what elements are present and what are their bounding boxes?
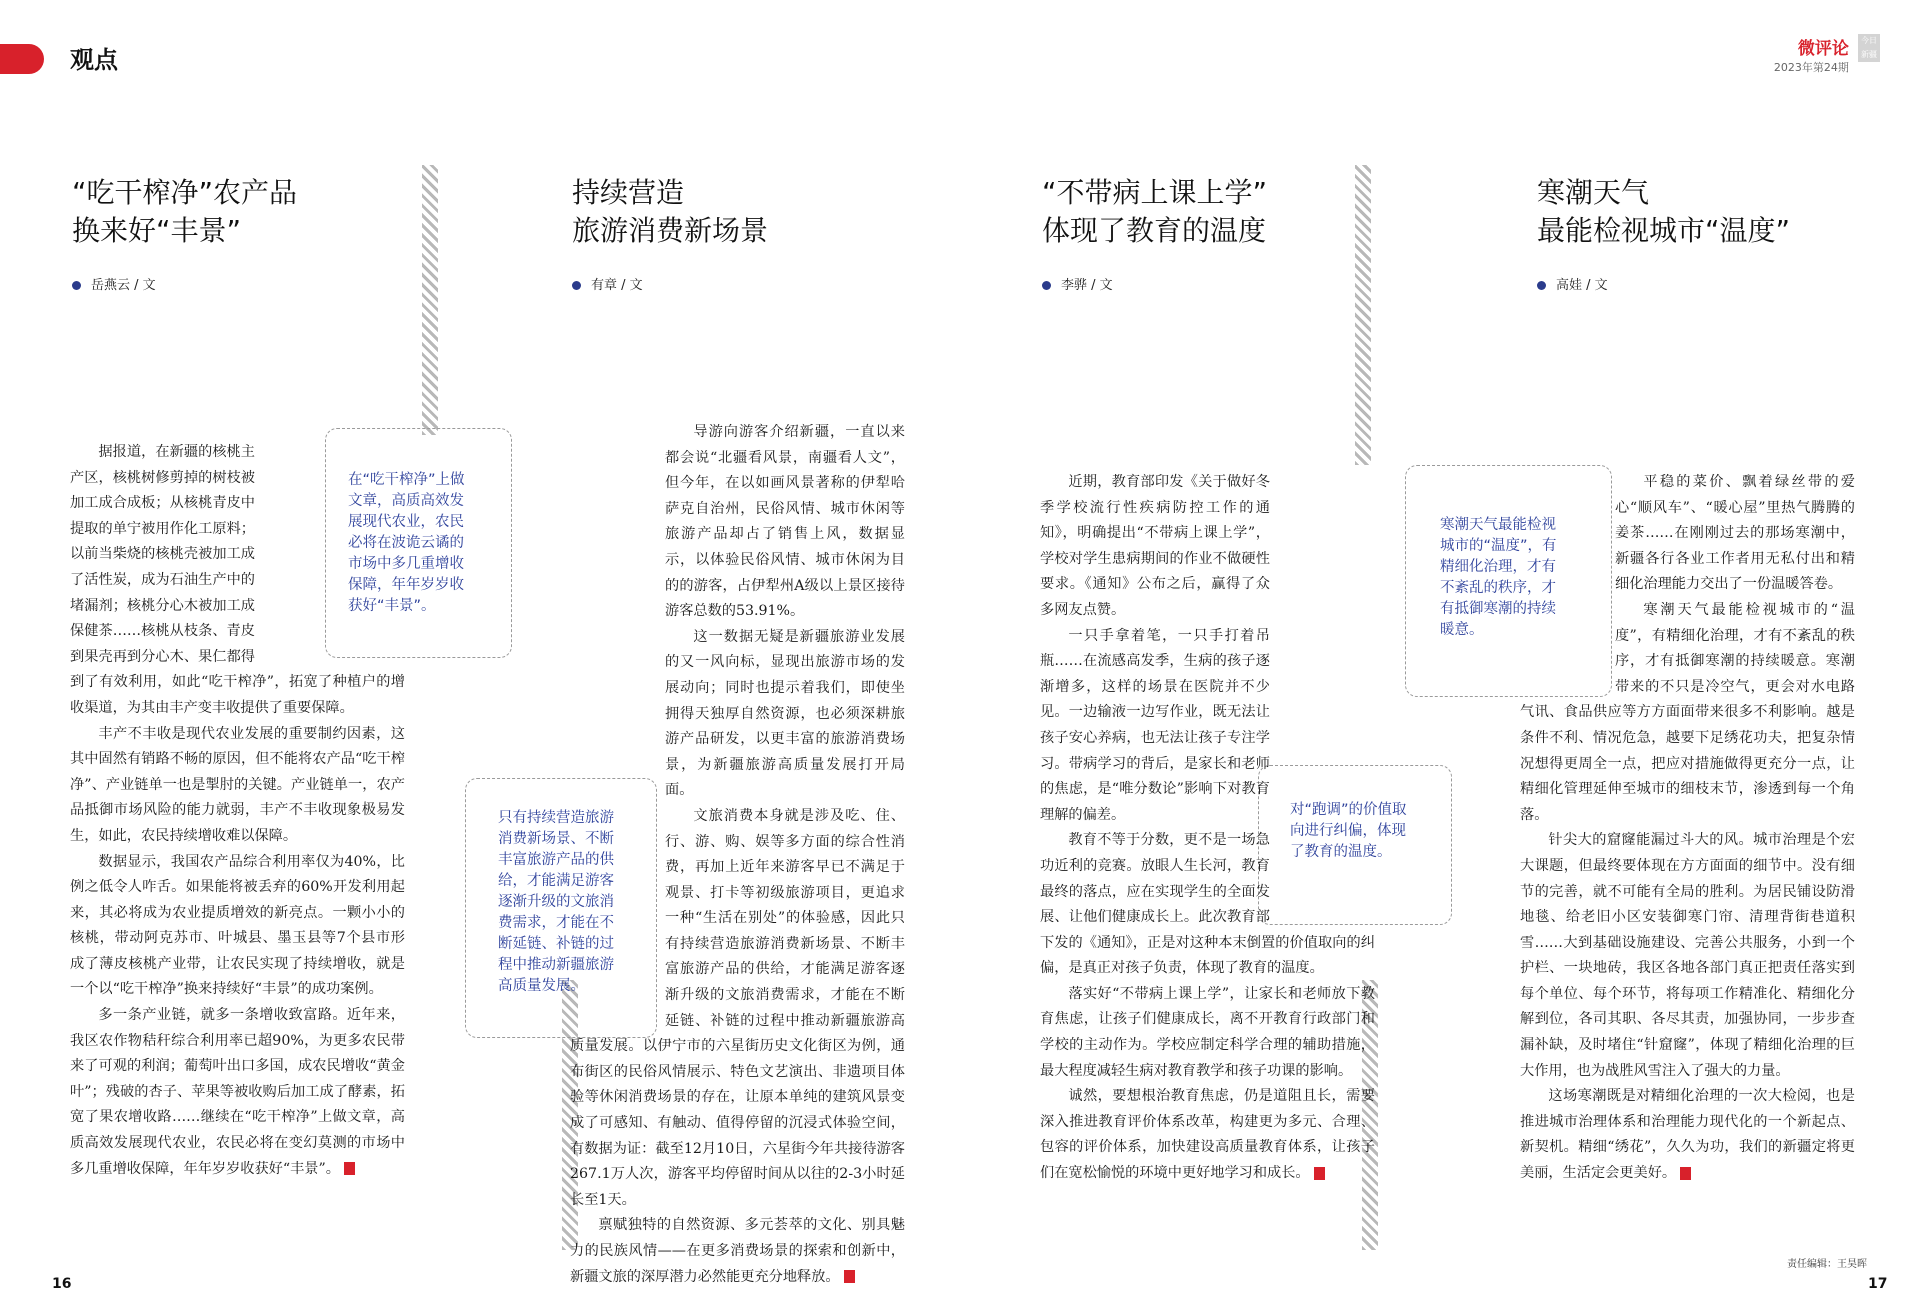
- article-1-paragraph: 据报道，在新疆的核桃主产区，核桃树修剪掉的树枝被加工成合成板；从核桃青皮中提取的单宁被用作化工原料；以前当柴烧的核桃壳被加工成了活性炭，成为石油生产中的堵漏剂；核桃分心木被加工成保健茶……核桃从枝条、青皮到果壳再到分心木、果仁都得到了有效利用，如此“吃干榨净”，拓宽了种植户的增收渠道，为其由丰产变丰收提供了重要保障。: [70, 444, 405, 716]
- author-dot-icon: [1537, 281, 1546, 290]
- quote-gap: [1520, 470, 1615, 700]
- end-mark-icon: [344, 1162, 355, 1175]
- article-3-paragraph: 近期，教育部印发《关于做好冬季学校流行性疾病防控工作的通知》，明确提出“不带病上课上学”，学校对学生患病期间的作业不做硬性要求。《通知》公布之后，赢得了众多网友点赞。: [1040, 474, 1270, 618]
- article-2-author: 有章 / 文: [572, 274, 643, 293]
- article-3-paragraph: 一只手拿着笔，一只手打着吊瓶……在流感高发季，生病的孩子逐渐增多，这样的场景在医院并不少见。一边输液一边写作业，既无法让孩子安心养病，也无法让孩子专注学习。带病学习的背后，是家长和老师的焦虑，是“唯分数论”影响下对教育理解的偏差。: [1040, 627, 1270, 823]
- article-3-author: 李骅 / 文: [1042, 274, 1113, 293]
- editor-credit: 责任编辑：王昊晖: [1787, 1259, 1867, 1270]
- article-2-paragraph: 这一数据无疑是新疆旅游业发展的又一风向标，显现出旅游市场的发展动向；同时也提示着我们，即使坐拥得天独厚自然资源，也必须深耕旅游产品研发，以更丰富的旅游消费场景，为新疆旅游高质量发展打开局面。: [665, 628, 905, 799]
- quote-gap: [570, 768, 665, 1028]
- quote-gap: [255, 440, 405, 660]
- page-number-left: 16: [52, 1276, 72, 1292]
- quote-gap: [1270, 760, 1375, 920]
- author-dot-icon: [572, 281, 581, 290]
- article-3-paragraph: 诚然，要想根治教育焦虑，仍是道阻且长，需要深入推进教育评价体系改革，构建更为多元、合理、包容的评价体系，加快建设高质量教育体系，让孩子们在宽松愉悦的环境中更好地学习和成长。: [1040, 1088, 1375, 1182]
- issue-number: 2023年第24期: [1773, 61, 1849, 74]
- hatch-divider-1: [422, 165, 438, 435]
- article-3-pull-quote: 对“跑调”的价值取向进行纠偏，体现了教育的温度。: [1290, 802, 1407, 860]
- article-4-paragraph: 这场寒潮既是对精细化治理的一次大检阅，也是推进城市治理体系和治理能力现代化的一个新起点、新契机。精细“绣花”，久久为功，我们的新疆定将更美丽，生活定会更美好。: [1520, 1088, 1855, 1182]
- article-1-paragraph: 多一条产业链，就多一条增收致富路。近年来，我区农作物秸秆综合利用率已超90%，为更多农民带来了可观的利润；葡萄叶出口多国，成农民增收“黄金叶”；残破的杏子、苹果等被收购后加工成了酵素，拓宽了果农增收路……继续在“吃干榨净”上做文章，高质高效发展现代农业，农民必将在变幻莫测的市场中多几重增收保障，年年岁岁收获好“丰景”。: [70, 1007, 405, 1177]
- article-3-body: [1040, 470, 1375, 1187]
- end-mark-icon: [844, 1270, 855, 1283]
- article-4-paragraph: 寒潮天气最能检视城市的“温度”，有精细化治理，才有不紊乱的秩序，才有抵御寒潮的持续暖意。寒潮带来的不只是冷空气，更会对水电路气讯、食品供应等方方面面带来很多不利影响。越是条件不利、情况危急，越要下足绣花功夫，把复杂情况想得更周全一点，把应对措施做得更充分一点，让精细化管理延伸至城市的细枝末节，渗透到每一个角落。: [1520, 601, 1855, 823]
- section-marker: [0, 44, 44, 74]
- brand-logo-badge: 今日新疆: [1858, 34, 1880, 62]
- article-2-paragraph: 文旅消费本身就是涉及吃、住、行、游、购、娱等多方面的综合性消费，再加上近年来游客早已不满足于观景、打卡等初级旅游项目，更追求一种“生活在别处”的体验感，因此只有持续营造旅游消费新场景、不断丰富旅游产品的供给，才能满足游客逐渐升级的文旅消费需求，才能在不断延链、补链的过程中推动新疆旅游高质量发展。以伊宁市的六星街历史文化街区为例，通布街区的民俗风情展示、特色文艺演出、非遗项目体验等休闲消费场景的存在，让原本单纯的建筑风景变成了可感知、有触动、值得停留的沉浸式体验空间，有数据为证：截至12月10日，六星街今年共接待游客267.1万人次，游客平均停留时间从以往的2-3小时延长至1天。: [570, 807, 905, 1208]
- article-4-title: 寒潮天气 最能检视城市“温度”: [1537, 176, 1791, 247]
- magazine-brand: [1774, 34, 1880, 75]
- article-2-pull-quote: 只有持续营造旅游消费新场景、不断丰富旅游产品的供给，才能满足游客逐渐升级的文旅消费需求，才能在不断延链、补链的过程中推动新疆旅游高质量发展。: [498, 810, 614, 994]
- article-3-paragraph: 教育不等于分数，更不是一场急功近利的竞赛。放眼人生长河，教育最终的落点，应在实现学生的全面发展、让他们健康成长上。此次教育部下发的《通知》，正是对这种本末倒置的价值取向的纠偏，是真正对孩子负责，体现了教育的温度。: [1040, 832, 1375, 977]
- brand-name: 微评论: [1797, 39, 1849, 59]
- article-3-title: “不带病上课上学” 体现了教育的温度: [1042, 176, 1268, 247]
- page-number-right: 17: [1868, 1276, 1888, 1292]
- article-4-pull-quote: 寒潮天气最能检视城市的“温度”，有精细化治理，才有不紊乱的秩序，才有抵御寒潮的持续暖意。: [1440, 517, 1557, 638]
- article-4-paragraph: 针尖大的窟窿能漏过斗大的风。城市治理是个宏大课题，但最终要体现在方方面面的细节中。没有细节的完善，就不可能有全局的胜利。为居民铺设防滑地毯、给老旧小区安装御寒门帘、清理背街巷道积雪……大到基础设施建设、完善公共服务，小到一个护栏、一块地砖，我区各地各部门真正把责任落实到每个单位、每个环节，将每项工作精准化、精细化分解到位，各司其职、各尽其责，加强协同，一步步查漏补缺，及时堵住“针窟窿”，体现了精细化治理的巨大作用，也为战胜风雪注入了强大的力量。: [1520, 832, 1855, 1079]
- article-4-author: 高娃 / 文: [1537, 274, 1608, 293]
- article-1-pull-quote: 在“吃干榨净”上做文章，高质高效发展现代农业，农民必将在波诡云谲的市场中多几重增收保障，年年岁岁收获好“丰景”。: [348, 472, 465, 614]
- hatch-divider-3: [1355, 165, 1371, 465]
- end-mark-icon: [1314, 1167, 1325, 1180]
- article-2-paragraph: 禀赋独特的自然资源、多元荟萃的文化、别具魅力的民族风情——在更多消费场景的探索和创新中，新疆文旅的深厚潜力必然能更充分地释放。: [570, 1217, 905, 1285]
- article-2-title: 持续营造 旅游消费新场景: [572, 176, 769, 247]
- article-1-title: “吃干榨净”农产品 换来好“丰景”: [72, 176, 298, 247]
- article-1-paragraph: 丰产不丰收是现代农业发展的重要制约因素，这其中固然有销路不畅的原因，但不能将农产品“吃干榨净”、产业链单一也是掣肘的关键。产业链单一，农产品抵御市场风险的能力就弱，丰产不丰收现象极易发生，如此，农民持续增收难以保障。: [70, 725, 405, 844]
- author-dot-icon: [1042, 281, 1051, 290]
- author-dot-icon: [72, 281, 81, 290]
- article-2-paragraph: 导游向游客介绍新疆，一直以来都会说“北疆看风景，南疆看人文”，但今年，在以如画风景著称的伊犁哈萨克自治州，民俗风情、城市休闲等旅游产品却占了销售上风，数据显示，以体验民俗风情、城市休闲为目的的游客，占伊犁州A级以上景区接待游客总数的53.91%。: [665, 424, 905, 620]
- article-1-body: [70, 440, 405, 1182]
- article-2-body: [570, 420, 905, 1290]
- article-1-author: 岳燕云 / 文: [72, 274, 156, 293]
- article-3-paragraph: 落实好“不带病上课上学”，让家长和老师放下教育焦虑，让孩子们健康成长，离不开教育行政部门和学校的主动作为。学校应制定科学合理的辅助措施，最大程度减轻生病对教育教学和孩子功课的影响。: [1040, 985, 1375, 1079]
- section-title: 观点: [70, 46, 118, 74]
- article-4-paragraph: 平稳的菜价、飘着绿丝带的爱心“顺风车”、“暖心屋”里热气腾腾的姜茶……在刚刚过去的那场寒潮中，新疆各行各业工作者用无私付出和精细化治理能力交出了一份温暖答卷。: [1615, 474, 1855, 593]
- article-4-body: [1520, 470, 1855, 1187]
- article-1-paragraph: 数据显示，我国农产品综合利用率仅为40%，比例之低令人咋舌。如果能将被丢弃的60%开发利用起来，其必将成为农业提质增效的新亮点。一颗小小的核桃，带动阿克苏市、叶城县、墨玉县等7个县市形成了薄皮核桃产业带，让农民实现了持续增收，就是一个以“吃干榨净”换来持续好“丰景”的成功案例。: [70, 853, 405, 998]
- end-mark-icon: [1680, 1167, 1691, 1180]
